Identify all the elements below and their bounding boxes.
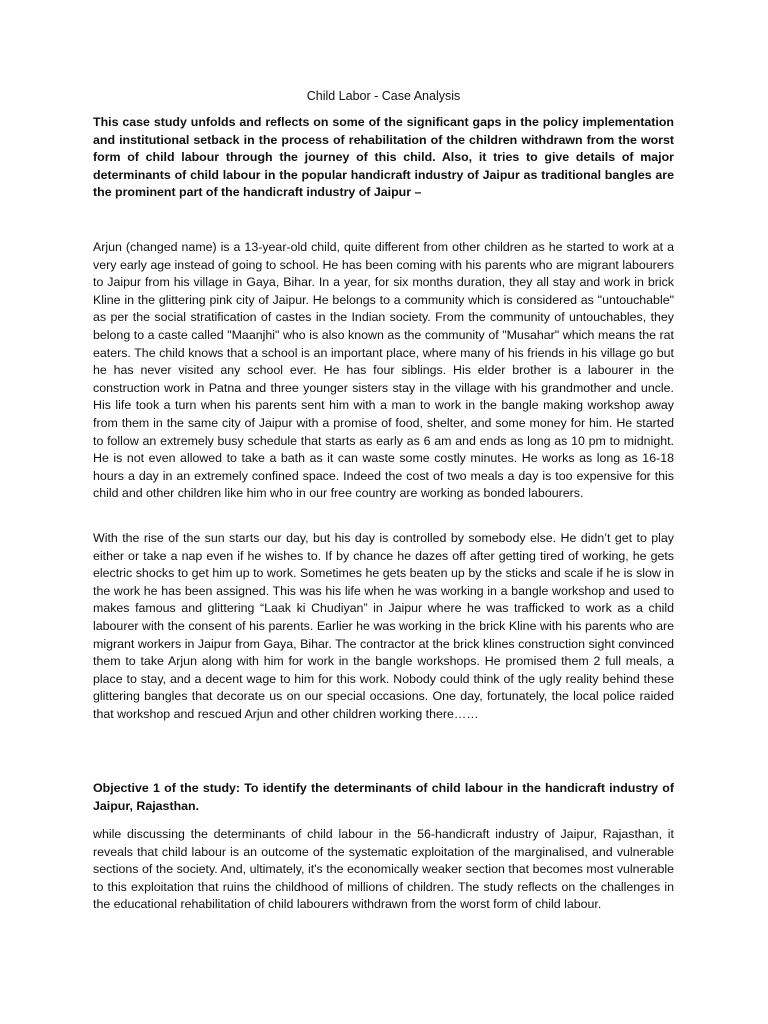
document-title: Child Labor - Case Analysis xyxy=(306,89,461,103)
body-paragraph-2: With the rise of the sun starts our day, but his day is controlled by somebody else. He didn’t get to play either or take a nap even if he wishes to. If by chance he dazes off after getting tired of working, he gets electric shocks to get him up to work. Sometimes he gets beaten up by the sticks and scale if he is slow in the work he has been assigned. This was his life when he was working in a bangle workshop and used to makes famous and glittering “Laak ki Chudiyan” in Jaipur where he was trafficked to work as a child labourer with the consent of his parents. Earlier he was working in the brick Kline with his parents who are migrant workers in Jaipur from Gaya, Bihar. The contractor at the brick klines construction sight convinced them to take Arjun along with him for work in the bangle workshops. He promised them 2 full meals, a place to stay, and a decent wage to him for this work. Nobody could think of the ugly reality behind these glittering bangles that decorate us on our special occasions. One day, fortunately, the local police raided that workshop and rescued Arjun and other children working there…… xyxy=(93,531,674,721)
document-page xyxy=(93,0,674,1024)
abstract-paragraph: This case study unfolds and reflects on some of the significant gaps in the policy implementation and institutional setback in the process of rehabilitation of the children withdrawn from the worst form of child labour through the journey of this child. Also, it tries to give details of major determinants of child labour in the popular handicraft industry of Jaipur as traditional bangles are the prominent part of the handicraft industry of Jaipur – xyxy=(93,115,674,200)
body-paragraph-3: while discussing the determinants of child labour in the 56-handicraft industry of Jaipur, Rajasthan, it reveals that child labour is an outcome of the systematic exploitation of the marginalised, and vulnerable sections of the society. And, ultimately, it's the economically weaker section that becomes most vulnerable to this exploitation that ruins the childhood of millions of children. The study reflects on the challenges in the educational rehabilitation of child labourers withdrawn from the worst form of child labour. xyxy=(93,827,674,912)
objective-heading: Objective 1 of the study: To identify the determinants of child labour in the handicraft industry of Jaipur, Rajasthan. xyxy=(93,781,674,813)
body-paragraph-1: Arjun (changed name) is a 13-year-old child, quite different from other children as he started to work at a very early age instead of going to school. He has been coming with his parents who are migrant labourers to Jaipur from his village in Gaya, Bihar. In a year, for six months duration, they all stay and work in brick Kline in the glittering pink city of Jaipur. He belongs to a community which is considered as "untouchable" as per the social stratification of castes in the Indian society. From the community of untouchables, they belong to a caste called "Maanjhi" who is also known as the community of "Musahar" which means the rat eaters. The child knows that a school is an important place, where many of his friends in his village go but he has never visited any school ever. He has four siblings. His elder brother is a labourer in the construction work in Patna and three younger sisters stay in the village with his grandmother and uncle. His life took a turn when his parents sent him with a man to work in the bangle making workshop away from them in the same city of Jaipur with a promise of food, shelter, and some money for him. He started to follow an extremely busy schedule that starts as early as 6 am and ends as long as 10 pm to midnight. He is not even allowed to take a bath as it can waste some costly minutes. He works as long as 16-18 hours a day in an extremely confined space. Indeed the cost of two meals a day is too expensive for this child and other children like him who in our free country are working as bonded labourers. xyxy=(93,240,674,501)
